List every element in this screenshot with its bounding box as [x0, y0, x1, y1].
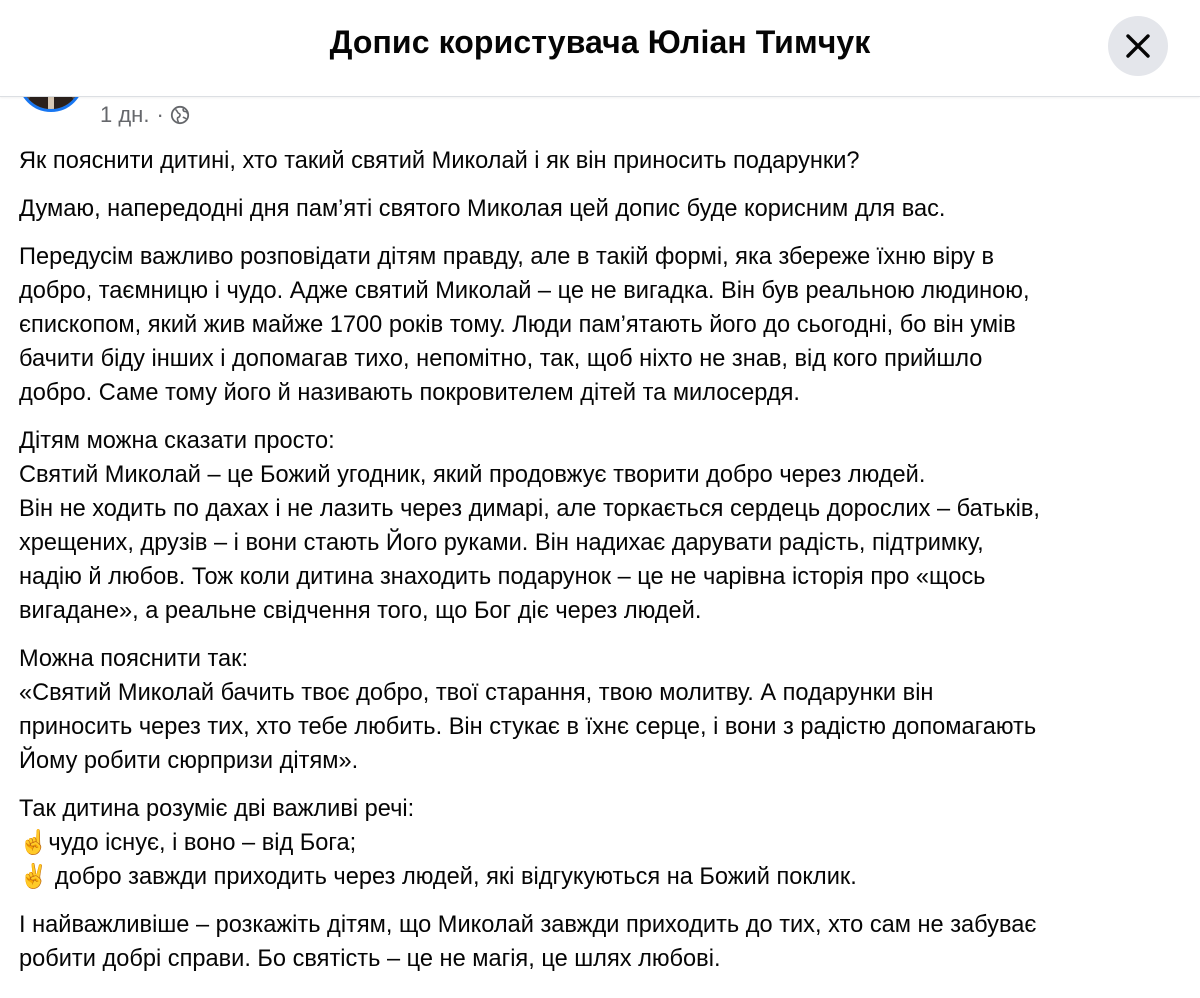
post-paragraph [19, 792, 1184, 894]
post-line: Дітям можна сказати просто: [19, 428, 335, 454]
post-body [19, 144, 1184, 990]
post-line: Так дитина розуміє дві важливі речі: [19, 796, 415, 822]
post-line: робити добрі справи. Бо святість – це не магія, це шлях любові. [19, 946, 721, 972]
close-button[interactable] [1108, 16, 1168, 76]
post-line: надію й любов. Тож коли дитина знаходить подарунок – це не чарівна історія про «щось [19, 564, 986, 590]
post-line: І найважливіше – розкажіть дітям, що Миколай завжди приходить до тих, хто сам не забуває [19, 912, 1037, 938]
post-line: Передусім важливо розповідати дітям правду, але в такій формі, яка збереже їхню віру в [19, 244, 994, 270]
post-paragraph [19, 908, 1184, 976]
post-line: бачити біду інших і допомагав тихо, непомітно, так, щоб ніхто не знав, від кого прийшло [19, 346, 983, 372]
post-paragraph [19, 240, 1184, 410]
meta-separator: · [156, 102, 164, 127]
post-line: ✌️ добро завжди приходить через людей, які відгукуються на Божий поклик. [19, 864, 857, 890]
post-line: єпископом, який жив майже 1700 років тому. Люди пам’ятають його до сьогодні, бо він умів [19, 312, 1016, 338]
post-line: Можна пояснити так: [19, 646, 249, 672]
post-line: добро, таємницю і чудо. Адже святий Миколай – це не вигадка. Він був реальною людиною, [19, 278, 1030, 304]
post-line: хрещених, друзів – і вони стають Його руками. Він надихає дарувати радість, підтримку, [19, 530, 984, 556]
post-paragraph [19, 192, 1184, 226]
post-line: Як пояснити дитині, хто такий святий Миколай і як він приносить подарунки? [19, 148, 860, 174]
post-paragraph [19, 144, 1184, 178]
post-line: Він не ходить по дахах і не лазить через димарі, але торкається сердець дорослих – батьків, [19, 496, 1040, 522]
post-line: приносить через тих, хто тебе любить. Він стукає в їхнє серце, і вони з радістю допомагають [19, 714, 1037, 740]
globe-icon [170, 105, 190, 125]
post-paragraph [19, 642, 1184, 778]
post-timestamp[interactable]: 1 дн. [100, 102, 150, 127]
dialog-header [0, 0, 1200, 97]
close-icon [1125, 33, 1151, 59]
post-line: ☝️чудо існує, і воно – від Бога; [19, 830, 357, 856]
dialog-title: Допис користувача Юліан Тимчук [329, 24, 871, 60]
post-line: добро. Саме тому його й називають покровителем дітей та милосердя. [19, 380, 800, 406]
post-line: Думаю, напередодні дня пам’яті святого Миколая цей допис буде корисним для вас. [19, 196, 946, 222]
post-line: Святий Миколай – це Божий угодник, який продовжує творити добро через людей. [19, 462, 926, 488]
post-line: Йому робити сюрпризи дітям». [19, 748, 359, 774]
post-meta [100, 101, 190, 129]
post-line: вигадане», а реальне свідчення того, що Бог діє через людей. [19, 598, 702, 624]
post-paragraph [19, 424, 1184, 628]
post-line: «Святий Миколай бачить твоє добро, твої старання, твою молитву. А подарунки він [19, 680, 934, 706]
